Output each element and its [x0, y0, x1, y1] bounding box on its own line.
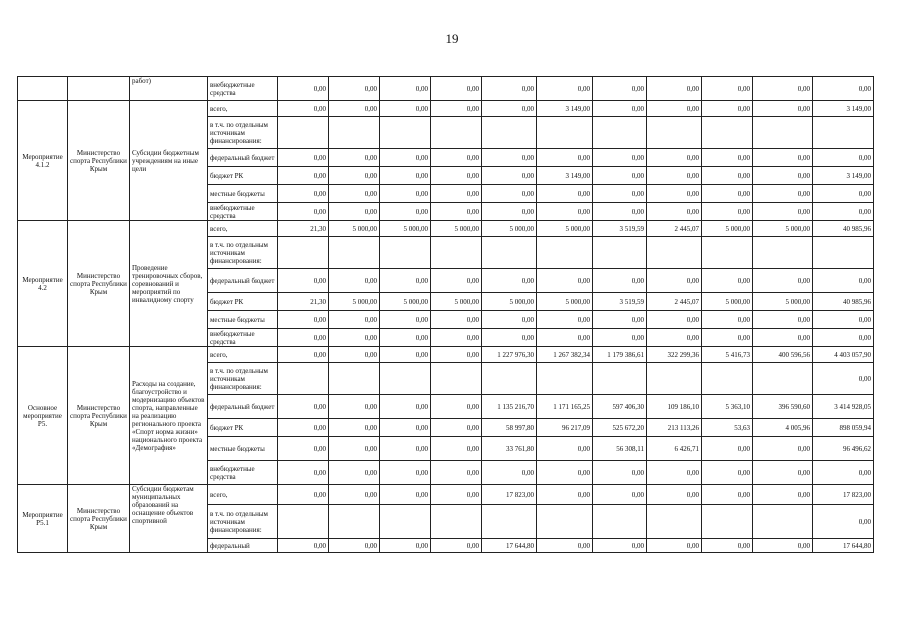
- value-cell: [753, 117, 813, 149]
- source-cell: федеральный бюджет: [208, 395, 278, 419]
- event-cell: Мероприятие Р5.1: [18, 485, 68, 553]
- org-cell: [68, 77, 130, 101]
- value-cell: [329, 363, 380, 395]
- value-cell: 0,00: [593, 101, 647, 117]
- value-cell: 0,00: [380, 329, 431, 347]
- value-cell: 0,00: [278, 311, 329, 329]
- value-cell: 0,00: [702, 185, 753, 203]
- value-cell: 0,00: [753, 149, 813, 167]
- value-cell: 0,00: [380, 395, 431, 419]
- value-cell: [431, 363, 482, 395]
- value-cell: 5 000,00: [380, 293, 431, 311]
- value-cell: 5 000,00: [329, 293, 380, 311]
- value-cell: 5 000,00: [537, 293, 593, 311]
- value-cell: 0,00: [380, 167, 431, 185]
- value-cell: 0,00: [753, 77, 813, 101]
- value-cell: [482, 363, 537, 395]
- value-cell: 1 227 976,30: [482, 347, 537, 363]
- value-cell: [537, 363, 593, 395]
- table-row: [18, 221, 874, 237]
- value-cell: 3 519,59: [593, 293, 647, 311]
- value-cell: 0,00: [380, 437, 431, 461]
- source-cell: местные бюджеты: [208, 437, 278, 461]
- value-cell: 0,00: [813, 363, 874, 395]
- value-cell: 5 363,10: [702, 395, 753, 419]
- value-cell: 0,00: [702, 203, 753, 221]
- value-cell: 0,00: [813, 461, 874, 485]
- value-cell: 0,00: [329, 101, 380, 117]
- value-cell: 0,00: [278, 167, 329, 185]
- value-cell: 0,00: [537, 329, 593, 347]
- value-cell: 0,00: [380, 77, 431, 101]
- value-cell: 0,00: [380, 347, 431, 363]
- description-cell: Субсидии бюджетам муниципальных образований на оснащение объектов спортивной: [130, 485, 208, 553]
- value-cell: [537, 505, 593, 539]
- value-cell: 0,00: [482, 149, 537, 167]
- value-cell: 0,00: [647, 185, 702, 203]
- value-cell: 0,00: [647, 77, 702, 101]
- value-cell: 109 186,10: [647, 395, 702, 419]
- value-cell: [278, 237, 329, 269]
- value-cell: 21,30: [278, 293, 329, 311]
- value-cell: 0,00: [431, 269, 482, 293]
- value-cell: [431, 117, 482, 149]
- value-cell: [647, 117, 702, 149]
- value-cell: 0,00: [431, 461, 482, 485]
- value-cell: 0,00: [329, 149, 380, 167]
- value-cell: 0,00: [278, 203, 329, 221]
- value-cell: 5 000,00: [702, 221, 753, 237]
- value-cell: 0,00: [537, 437, 593, 461]
- value-cell: 17 823,00: [813, 485, 874, 505]
- value-cell: 40 985,96: [813, 221, 874, 237]
- value-cell: 2 445,07: [647, 293, 702, 311]
- value-cell: 0,00: [329, 437, 380, 461]
- value-cell: 0,00: [753, 167, 813, 185]
- value-cell: 396 590,60: [753, 395, 813, 419]
- value-cell: 0,00: [329, 485, 380, 505]
- value-cell: 5 000,00: [753, 221, 813, 237]
- value-cell: 58 997,80: [482, 419, 537, 437]
- value-cell: [380, 505, 431, 539]
- value-cell: 0,00: [278, 437, 329, 461]
- value-cell: 0,00: [702, 77, 753, 101]
- value-cell: 0,00: [329, 185, 380, 203]
- value-cell: 0,00: [702, 461, 753, 485]
- source-cell: в т.ч. по отдельным источникам финансирования:: [208, 117, 278, 149]
- value-cell: [482, 117, 537, 149]
- value-cell: 0,00: [647, 269, 702, 293]
- value-cell: 322 299,36: [647, 347, 702, 363]
- value-cell: 0,00: [278, 485, 329, 505]
- value-cell: 3 149,00: [813, 101, 874, 117]
- value-cell: 56 308,11: [593, 437, 647, 461]
- value-cell: [647, 363, 702, 395]
- value-cell: 0,00: [702, 149, 753, 167]
- value-cell: 0,00: [329, 167, 380, 185]
- value-cell: 5 000,00: [482, 221, 537, 237]
- value-cell: 0,00: [278, 395, 329, 419]
- value-cell: 3 414 928,05: [813, 395, 874, 419]
- source-cell: внебюджетные средства: [208, 77, 278, 101]
- value-cell: 0,00: [593, 203, 647, 221]
- value-cell: 0,00: [380, 101, 431, 117]
- value-cell: 0,00: [482, 167, 537, 185]
- value-cell: 0,00: [593, 329, 647, 347]
- value-cell: [593, 363, 647, 395]
- value-cell: 0,00: [380, 539, 431, 553]
- value-cell: 0,00: [753, 461, 813, 485]
- org-cell: Министерство спорта Республики Крым: [68, 485, 130, 553]
- value-cell: 0,00: [813, 203, 874, 221]
- value-cell: [482, 505, 537, 539]
- source-cell: федеральный бюджет: [208, 269, 278, 293]
- value-cell: 0,00: [278, 329, 329, 347]
- value-cell: 0,00: [647, 539, 702, 553]
- value-cell: 4 403 057,90: [813, 347, 874, 363]
- value-cell: [431, 237, 482, 269]
- table-row: [18, 485, 874, 505]
- value-cell: 0,00: [431, 77, 482, 101]
- value-cell: 5 000,00: [431, 293, 482, 311]
- value-cell: 96 217,09: [537, 419, 593, 437]
- value-cell: 0,00: [329, 329, 380, 347]
- value-cell: 0,00: [431, 437, 482, 461]
- value-cell: 0,00: [482, 203, 537, 221]
- value-cell: 0,00: [431, 329, 482, 347]
- value-cell: 0,00: [753, 269, 813, 293]
- value-cell: 0,00: [482, 461, 537, 485]
- value-cell: 96 496,62: [813, 437, 874, 461]
- value-cell: 0,00: [702, 485, 753, 505]
- value-cell: 0,00: [593, 185, 647, 203]
- event-cell: Основное мероприятие Р5.: [18, 347, 68, 485]
- value-cell: [482, 237, 537, 269]
- value-cell: 0,00: [380, 311, 431, 329]
- value-cell: 0,00: [380, 149, 431, 167]
- value-cell: 5 000,00: [537, 221, 593, 237]
- value-cell: 0,00: [278, 185, 329, 203]
- value-cell: 0,00: [537, 149, 593, 167]
- value-cell: 0,00: [647, 329, 702, 347]
- value-cell: 6 426,71: [647, 437, 702, 461]
- value-cell: 0,00: [753, 539, 813, 553]
- value-cell: [431, 505, 482, 539]
- value-cell: 0,00: [702, 437, 753, 461]
- table-row: [18, 101, 874, 117]
- value-cell: 0,00: [537, 311, 593, 329]
- value-cell: 0,00: [329, 269, 380, 293]
- value-cell: 5 000,00: [702, 293, 753, 311]
- value-cell: 0,00: [813, 77, 874, 101]
- value-cell: 3 149,00: [537, 167, 593, 185]
- value-cell: 3 149,00: [813, 167, 874, 185]
- value-cell: 0,00: [431, 395, 482, 419]
- value-cell: [702, 237, 753, 269]
- table-row: [18, 347, 874, 363]
- value-cell: 0,00: [482, 185, 537, 203]
- page-number: 19: [445, 31, 459, 46]
- value-cell: [753, 505, 813, 539]
- value-cell: 0,00: [593, 269, 647, 293]
- value-cell: 0,00: [278, 419, 329, 437]
- value-cell: 0,00: [329, 419, 380, 437]
- source-cell: внебюджетные средства: [208, 203, 278, 221]
- value-cell: 525 672,20: [593, 419, 647, 437]
- value-cell: 0,00: [813, 329, 874, 347]
- value-cell: 5 000,00: [482, 293, 537, 311]
- value-cell: 0,00: [431, 203, 482, 221]
- value-cell: 1 267 382,34: [537, 347, 593, 363]
- value-cell: 0,00: [702, 311, 753, 329]
- value-cell: 0,00: [647, 311, 702, 329]
- value-cell: 17 823,00: [482, 485, 537, 505]
- value-cell: [647, 237, 702, 269]
- value-cell: 0,00: [431, 149, 482, 167]
- value-cell: [329, 117, 380, 149]
- value-cell: 0,00: [537, 185, 593, 203]
- value-cell: 3 519,59: [593, 221, 647, 237]
- value-cell: 0,00: [537, 461, 593, 485]
- value-cell: [278, 505, 329, 539]
- description-cell: Расходы на создание, благоустройство и модернизацию объектов спорта, направленные на реализацию регионального проекта «Спорт норма жизни» национального проекта «Демография»: [130, 347, 208, 485]
- value-cell: 1 179 386,61: [593, 347, 647, 363]
- value-cell: 0,00: [537, 269, 593, 293]
- value-cell: 5 000,00: [431, 221, 482, 237]
- value-cell: 0,00: [593, 461, 647, 485]
- value-cell: 0,00: [813, 185, 874, 203]
- source-cell: местные бюджеты: [208, 311, 278, 329]
- value-cell: 0,00: [593, 539, 647, 553]
- value-cell: [813, 237, 874, 269]
- value-cell: 0,00: [431, 485, 482, 505]
- value-cell: 400 596,56: [753, 347, 813, 363]
- value-cell: 0,00: [593, 167, 647, 185]
- value-cell: [702, 363, 753, 395]
- org-cell: Министерство спорта Республики Крым: [68, 101, 130, 221]
- value-cell: [380, 117, 431, 149]
- source-cell: бюджет РК: [208, 167, 278, 185]
- value-cell: [329, 237, 380, 269]
- value-cell: [593, 237, 647, 269]
- value-cell: 0,00: [482, 329, 537, 347]
- value-cell: 0,00: [702, 269, 753, 293]
- value-cell: 0,00: [647, 461, 702, 485]
- description-cell: работ): [130, 77, 208, 101]
- value-cell: 0,00: [431, 347, 482, 363]
- value-cell: 4 005,96: [753, 419, 813, 437]
- source-cell: в т.ч. по отдельным источникам финансирования:: [208, 505, 278, 539]
- value-cell: 0,00: [431, 539, 482, 553]
- org-cell: Министерство спорта Республики Крым: [68, 347, 130, 485]
- value-cell: 0,00: [647, 167, 702, 185]
- value-cell: 0,00: [278, 77, 329, 101]
- value-cell: 0,00: [380, 485, 431, 505]
- value-cell: 5 000,00: [753, 293, 813, 311]
- value-cell: [702, 117, 753, 149]
- value-cell: 0,00: [482, 77, 537, 101]
- value-cell: 898 059,94: [813, 419, 874, 437]
- value-cell: 5 000,00: [380, 221, 431, 237]
- value-cell: 21,30: [278, 221, 329, 237]
- value-cell: [537, 117, 593, 149]
- value-cell: 0,00: [431, 419, 482, 437]
- value-cell: 0,00: [593, 149, 647, 167]
- value-cell: 0,00: [753, 203, 813, 221]
- value-cell: 0,00: [431, 311, 482, 329]
- source-cell: всего,: [208, 101, 278, 117]
- event-cell: [18, 77, 68, 101]
- value-cell: 0,00: [753, 311, 813, 329]
- value-cell: 0,00: [593, 77, 647, 101]
- value-cell: 0,00: [647, 149, 702, 167]
- value-cell: 1 135 216,70: [482, 395, 537, 419]
- value-cell: 0,00: [813, 505, 874, 539]
- value-cell: 0,00: [482, 101, 537, 117]
- value-cell: 0,00: [380, 185, 431, 203]
- value-cell: 40 985,96: [813, 293, 874, 311]
- value-cell: 0,00: [702, 539, 753, 553]
- value-cell: [380, 237, 431, 269]
- value-cell: 0,00: [647, 101, 702, 117]
- value-cell: 0,00: [753, 329, 813, 347]
- value-cell: 0,00: [278, 539, 329, 553]
- budget-table: [17, 76, 874, 553]
- value-cell: 0,00: [537, 77, 593, 101]
- value-cell: 5 416,73: [702, 347, 753, 363]
- value-cell: 0,00: [593, 311, 647, 329]
- value-cell: 0,00: [431, 185, 482, 203]
- value-cell: 0,00: [431, 167, 482, 185]
- value-cell: 0,00: [702, 167, 753, 185]
- value-cell: [753, 363, 813, 395]
- value-cell: 0,00: [537, 485, 593, 505]
- value-cell: 33 761,80: [482, 437, 537, 461]
- value-cell: 0,00: [380, 461, 431, 485]
- value-cell: [278, 117, 329, 149]
- source-cell: внебюджетные средства: [208, 461, 278, 485]
- value-cell: 0,00: [278, 269, 329, 293]
- value-cell: 1 171 165,25: [537, 395, 593, 419]
- value-cell: 0,00: [278, 347, 329, 363]
- value-cell: 0,00: [813, 269, 874, 293]
- value-cell: 0,00: [593, 485, 647, 505]
- value-cell: 0,00: [380, 269, 431, 293]
- value-cell: 0,00: [278, 461, 329, 485]
- value-cell: 213 113,26: [647, 419, 702, 437]
- value-cell: 0,00: [329, 539, 380, 553]
- value-cell: 0,00: [813, 149, 874, 167]
- value-cell: [278, 363, 329, 395]
- value-cell: 17 644,80: [813, 539, 874, 553]
- value-cell: 0,00: [329, 77, 380, 101]
- source-cell: в т.ч. по отдельным источникам финансирования:: [208, 363, 278, 395]
- value-cell: 0,00: [329, 347, 380, 363]
- value-cell: [593, 505, 647, 539]
- value-cell: 2 445,07: [647, 221, 702, 237]
- value-cell: 597 406,30: [593, 395, 647, 419]
- value-cell: 17 644,80: [482, 539, 537, 553]
- source-cell: в т.ч. по отдельным источникам финансирования:: [208, 237, 278, 269]
- event-cell: Мероприятие 4.1.2: [18, 101, 68, 221]
- source-cell: федеральный бюджет: [208, 149, 278, 167]
- value-cell: 0,00: [647, 203, 702, 221]
- value-cell: 53,63: [702, 419, 753, 437]
- value-cell: 0,00: [537, 539, 593, 553]
- value-cell: [537, 237, 593, 269]
- value-cell: 0,00: [753, 185, 813, 203]
- value-cell: 0,00: [753, 101, 813, 117]
- value-cell: 0,00: [753, 437, 813, 461]
- value-cell: 0,00: [329, 203, 380, 221]
- org-cell: Министерство спорта Республики Крым: [68, 221, 130, 347]
- source-cell: всего,: [208, 485, 278, 505]
- source-cell: бюджет РК: [208, 419, 278, 437]
- value-cell: [813, 117, 874, 149]
- source-cell: бюджет РК: [208, 293, 278, 311]
- source-cell: федеральный: [208, 539, 278, 553]
- value-cell: [329, 505, 380, 539]
- value-cell: 0,00: [380, 419, 431, 437]
- source-cell: всего,: [208, 347, 278, 363]
- value-cell: [753, 237, 813, 269]
- source-cell: местные бюджеты: [208, 185, 278, 203]
- value-cell: 0,00: [380, 203, 431, 221]
- value-cell: [702, 505, 753, 539]
- value-cell: 0,00: [329, 395, 380, 419]
- value-cell: 0,00: [702, 329, 753, 347]
- value-cell: 3 149,00: [537, 101, 593, 117]
- description-cell: Субсидии бюджетным учреждениям на иные цели: [130, 101, 208, 221]
- table-row: [18, 77, 874, 101]
- value-cell: 0,00: [278, 101, 329, 117]
- value-cell: 0,00: [482, 269, 537, 293]
- value-cell: 0,00: [278, 149, 329, 167]
- source-cell: внебюджетные средства: [208, 329, 278, 347]
- value-cell: 0,00: [647, 485, 702, 505]
- value-cell: 0,00: [753, 485, 813, 505]
- value-cell: 0,00: [813, 311, 874, 329]
- value-cell: 0,00: [537, 203, 593, 221]
- source-cell: всего,: [208, 221, 278, 237]
- value-cell: [647, 505, 702, 539]
- event-cell: Мероприятие 4.2: [18, 221, 68, 347]
- value-cell: 0,00: [702, 101, 753, 117]
- value-cell: 0,00: [482, 311, 537, 329]
- value-cell: 5 000,00: [329, 221, 380, 237]
- value-cell: [593, 117, 647, 149]
- description-cell: Проведение тренировочных сборов, соревнований и мероприятий по инвалидному спорту: [130, 221, 208, 347]
- value-cell: 0,00: [329, 311, 380, 329]
- value-cell: [380, 363, 431, 395]
- value-cell: 0,00: [431, 101, 482, 117]
- value-cell: 0,00: [329, 461, 380, 485]
